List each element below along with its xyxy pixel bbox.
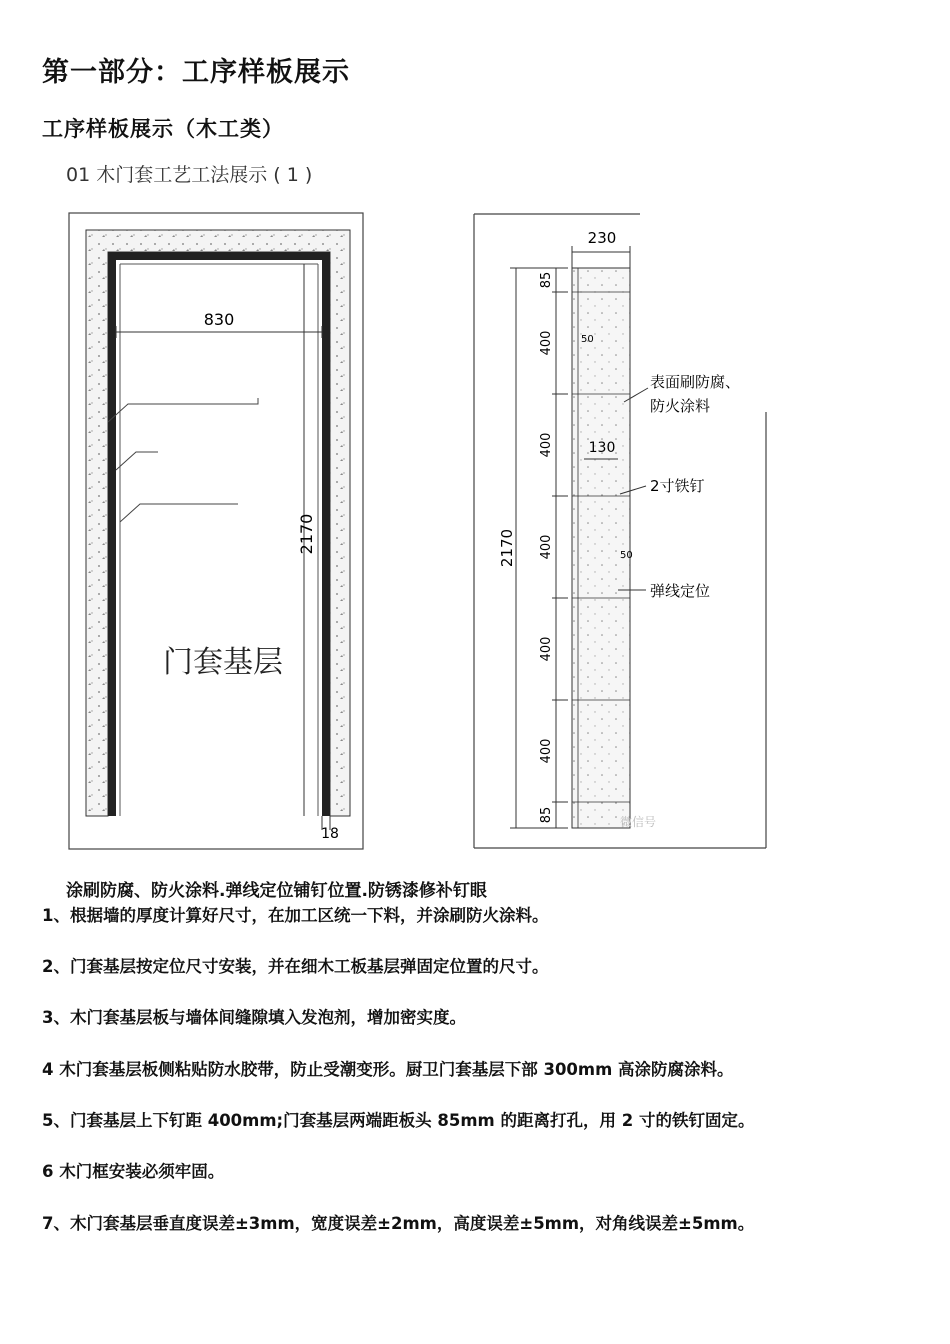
note-surface: 表面刷防腐、 bbox=[650, 373, 741, 391]
dim-400-c: 400 bbox=[539, 534, 554, 560]
frame-section-figure bbox=[472, 212, 772, 852]
watermark: 微信号 bbox=[620, 815, 657, 829]
subsection-title: 01 木门套工艺工法展示 ( 1 ) bbox=[66, 164, 313, 186]
step-5: 5、门套基层上下钉距 400mm;门套基层两端距板头 85mm 的距离打孔，用 2 寸的铁钉固定。 bbox=[42, 1111, 755, 1130]
step-4: 4 木门套基层板侧粘贴防水胶带，防止受潮变形。厨卫门套基层下部 300mm 高涂防腐涂料。 bbox=[42, 1060, 734, 1079]
dim-400-e: 400 bbox=[539, 738, 554, 764]
dim-85-bottom: 85 bbox=[539, 806, 554, 824]
top-width-dimension: 230 bbox=[587, 229, 617, 247]
dim-50-a: 50 bbox=[581, 334, 594, 345]
height-dimension: 2170 bbox=[297, 513, 316, 555]
dim-400-b: 400 bbox=[539, 432, 554, 458]
door-frame-elevation-figure bbox=[68, 212, 364, 852]
dim-400-a: 400 bbox=[539, 330, 554, 356]
dim-400-d: 400 bbox=[539, 636, 554, 662]
note-nail: 2寸铁钉 bbox=[650, 477, 705, 495]
total-height-dimension: 2170 bbox=[498, 528, 516, 568]
step-2: 2、门套基层按定位尺寸安装，并在细木工板基层弹固定位置的尺寸。 bbox=[42, 957, 549, 976]
figure-caption: 涂刷防腐、防火涂料.弹线定位铺钉位置.防锈漆修补钉眼 bbox=[66, 881, 487, 901]
page-title: 第一部分：工序样板展示 bbox=[42, 57, 350, 88]
note-surface-2: 防火涂料 bbox=[650, 397, 711, 415]
step-3: 3、木门套基层板与墙体间缝隙填入发泡剂，增加密实度。 bbox=[42, 1008, 466, 1027]
dim-50-b: 50 bbox=[620, 550, 633, 561]
step-7: 7、木门套基层垂直度误差±3mm，宽度误差±2mm，高度误差±5mm，对角线误差±5mm。 bbox=[42, 1214, 755, 1233]
thickness-dimension: 18 bbox=[321, 826, 339, 842]
width-dimension: 830 bbox=[203, 310, 235, 329]
dim-85-top: 85 bbox=[539, 271, 554, 289]
note-line: 弹线定位 bbox=[650, 582, 711, 600]
section-title: 工序样板展示（木工类） bbox=[42, 117, 284, 141]
step-1: 1、根据墙的厚度计算好尺寸，在加工区统一下料，并涂刷防火涂料。 bbox=[42, 906, 549, 925]
door-frame-base-label: 门套基层 bbox=[163, 645, 283, 680]
step-6: 6 木门框安装必须牢固。 bbox=[42, 1162, 225, 1181]
dim-130: 130 bbox=[588, 440, 616, 456]
